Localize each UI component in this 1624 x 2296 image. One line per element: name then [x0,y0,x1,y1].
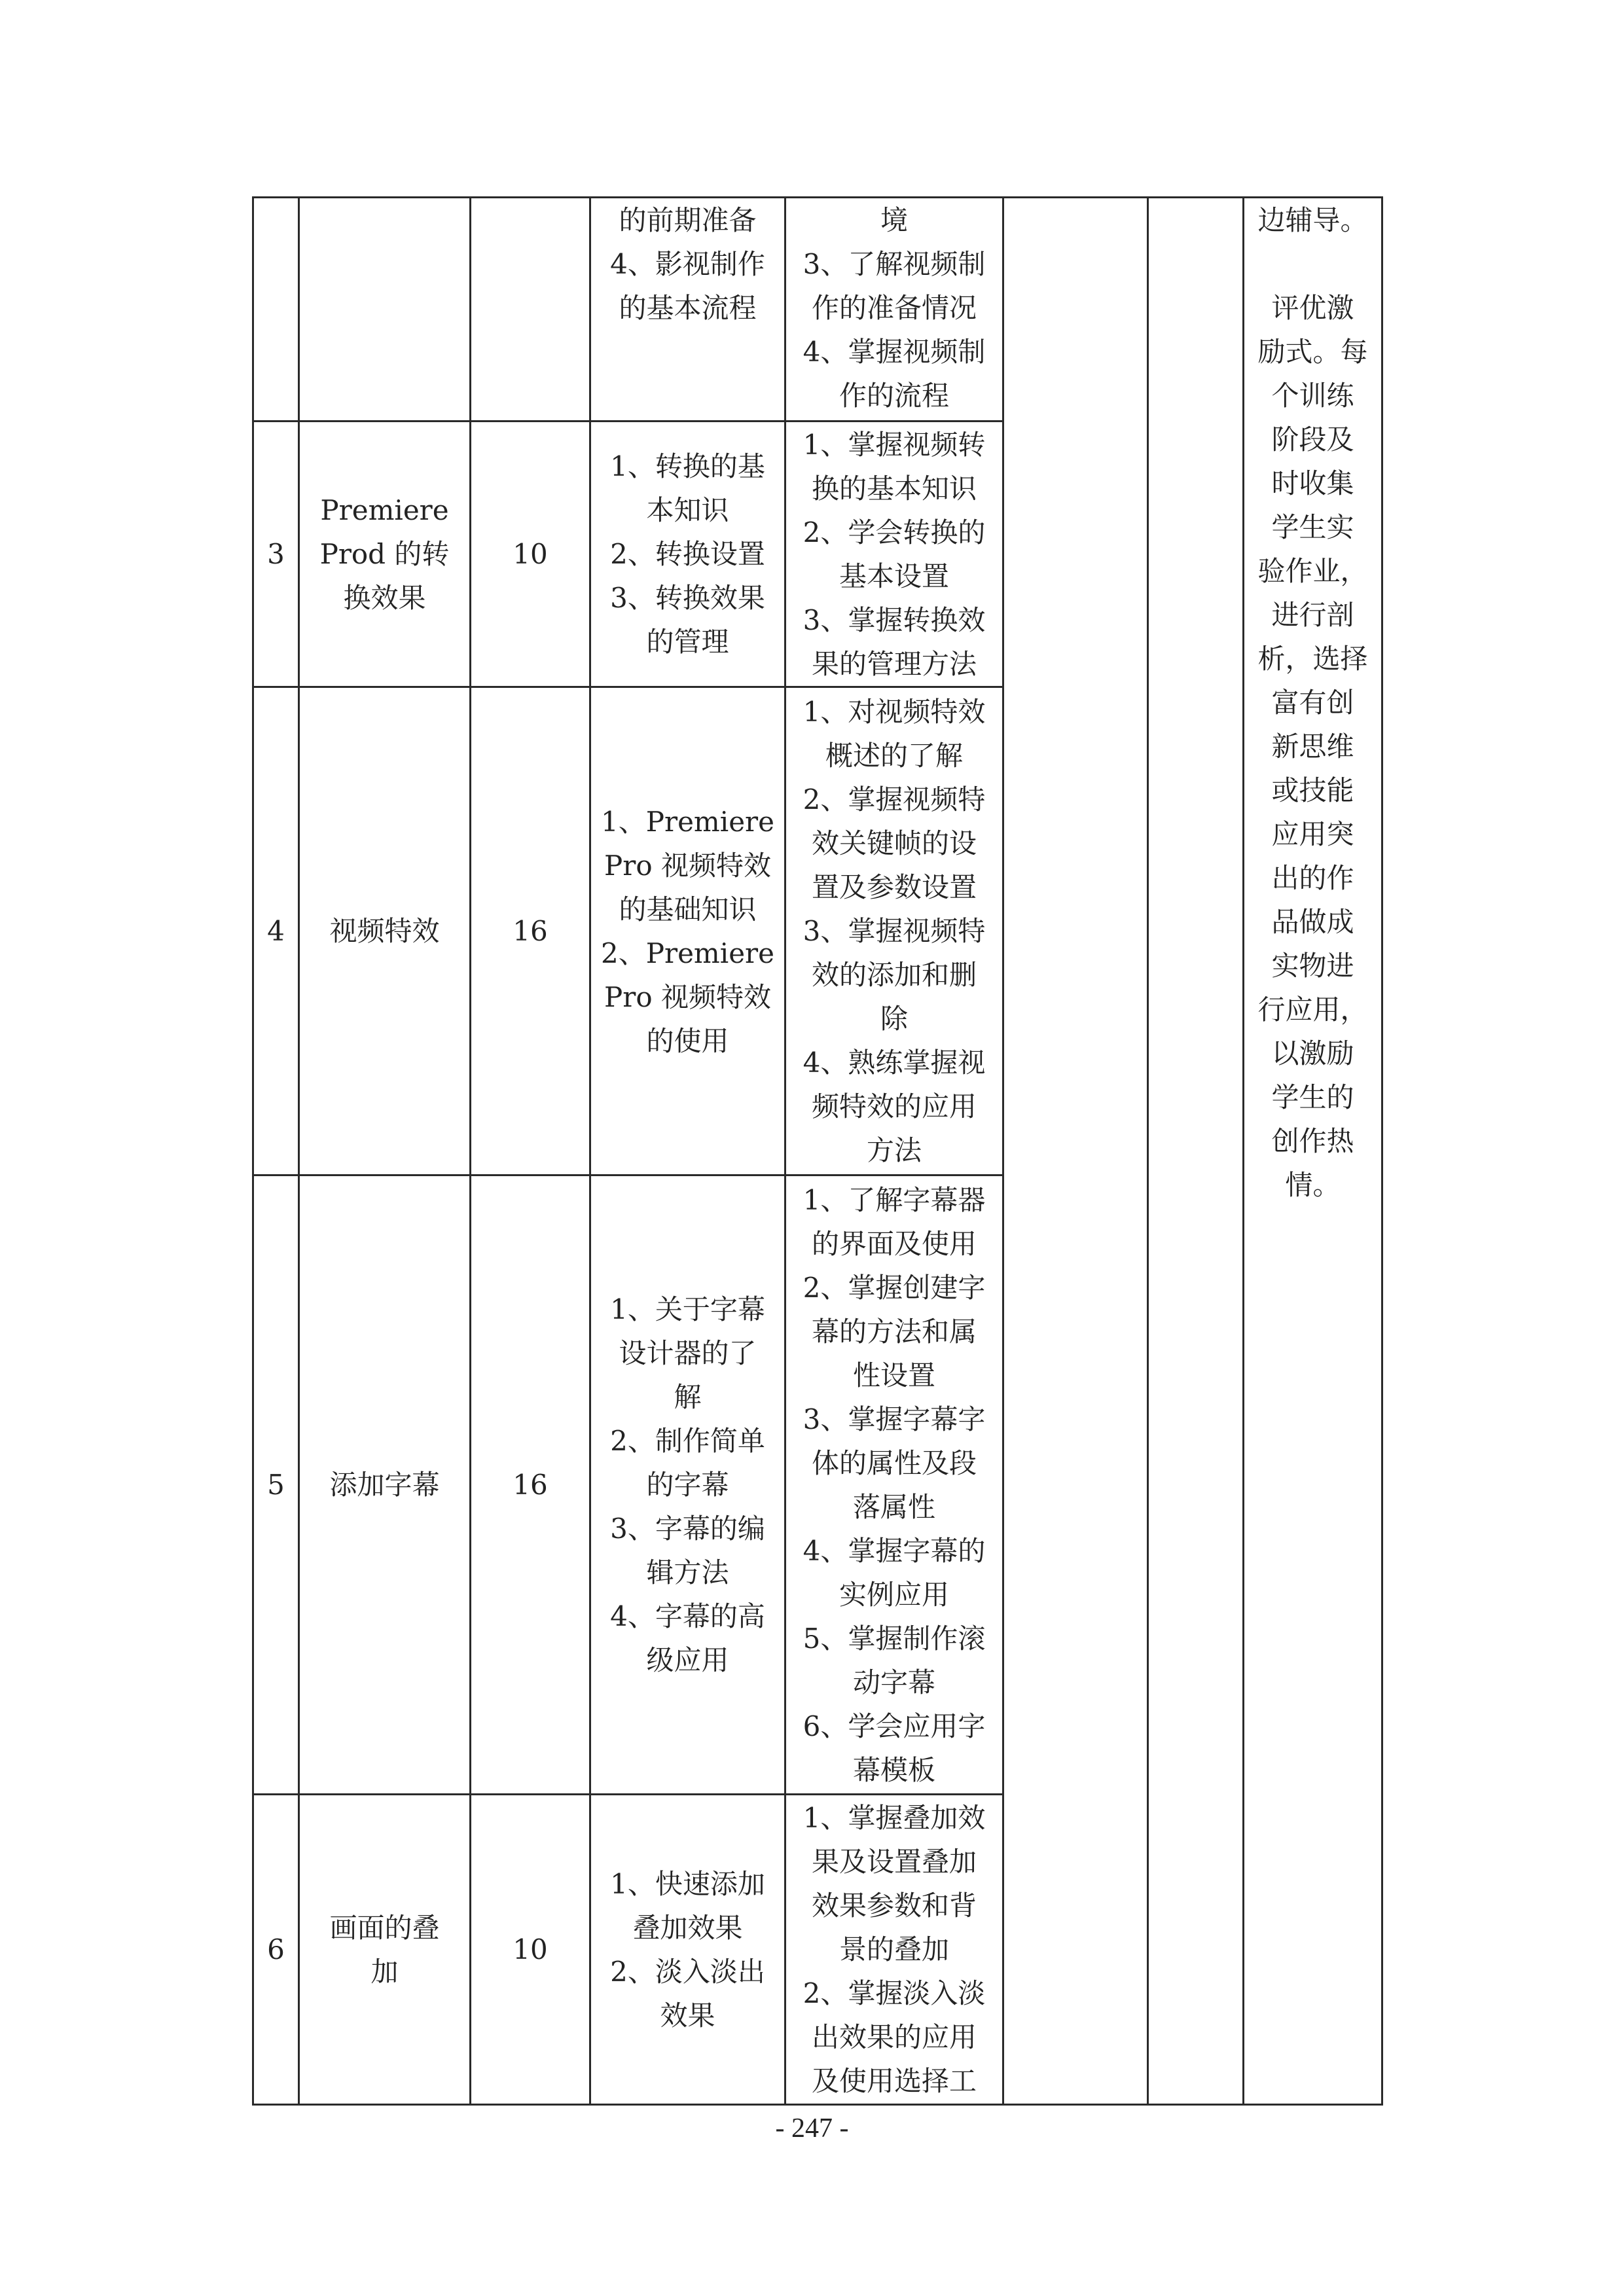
cell-line: 2、掌握淡入淡 [803,1977,986,2009]
method-note-line: 以激励 [1271,1037,1354,1069]
row-number-cell [253,1795,299,2105]
teaching-content-cell [590,687,785,1175]
cell-text: 10 [513,538,548,570]
method-note-line: 富有创 [1271,687,1354,719]
cell-line: 落属性 [852,1490,935,1523]
cell-line: 1、掌握叠加效 [803,1802,986,1834]
method-note-line: 品做成 [1271,906,1354,938]
cell-line: 添加字幕 [329,1469,440,1501]
cell-line: 3、掌握字幕字 [803,1403,986,1435]
cell-text: 16 [513,915,548,947]
cell-line: 1、对视频特效 [803,696,986,728]
cell-line: 2、淡入淡出 [610,1955,765,1988]
cell-line: 的前期准备 [619,204,757,236]
cell-line: 换效果 [343,582,426,614]
teaching-content-cell [590,422,785,687]
cell-line: 4、影视制作 [610,248,765,280]
cell-line: 1、了解字幕器 [803,1183,986,1216]
cell-line: 6、学会应用字 [803,1710,986,1742]
cell-line: 3、转换效果 [610,582,765,614]
cell-text: 5 [267,1469,285,1501]
learning-goals-cell [785,687,1003,1175]
table-row [253,198,1382,422]
cell-line: 换的基本知识 [811,472,977,505]
method-note-line: 实物进 [1271,950,1354,982]
row-number-cell [253,687,299,1175]
cell-line: 概述的了解 [825,740,963,772]
cell-line: 实例应用 [839,1578,949,1611]
cell-line: 叠加效果 [632,1911,743,1944]
cell-line: 的界面及使用 [811,1227,977,1260]
cell-line: 加 [370,1955,399,1988]
cell-line: 1、掌握视频转 [803,428,986,461]
method-note-line: 学生的 [1271,1081,1354,1113]
cell-line: 视频特效 [329,915,440,947]
cell-line: 3、掌握转换效 [803,603,986,636]
method-note-line: 新思维 [1271,730,1354,762]
cell-line: 景的叠加 [839,1933,949,1965]
cell-line: 4、字幕的高 [610,1600,765,1632]
method-note-line: 学生实 [1271,511,1354,543]
method-note-line: 情。 [1285,1169,1341,1201]
cell-text: 10 [513,1933,548,1965]
cell-text: 6 [267,1933,285,1965]
cell-line: 2、掌握视频特 [803,783,986,816]
method-note-line: 阶段及 [1271,423,1354,456]
cell-line: 画面的叠 [329,1911,440,1944]
cell-line: 1、关于字幕 [610,1293,765,1325]
cell-line: 境 [880,204,908,236]
cell-line: 效果 [660,1999,715,2032]
blank-column-cell [1148,198,1244,2105]
cell-line: 辑方法 [646,1556,729,1588]
cell-line: 5、掌握制作滚 [803,1622,986,1655]
cell-line: 置及参数设置 [811,871,977,903]
method-note-line: 行应用， [1257,994,1368,1026]
method-note-line: 或技能 [1271,774,1354,806]
cell-line: 3、了解视频制 [803,248,986,280]
cell-line: 果及设置叠加 [811,1846,977,1878]
hours-cell [471,422,590,687]
method-note-line: 验作业， [1257,555,1368,587]
cell-line: 2、掌握创建字 [803,1271,986,1304]
cell-line: 3、字幕的编 [610,1513,765,1545]
cell-line: 基本设置 [839,560,949,592]
cell-line: 果的管理方法 [811,647,977,680]
cell-line: 作的流程 [839,380,949,412]
syllabus-table [252,196,1383,2106]
cell-line: 体的属性及段 [811,1446,977,1479]
cell-line: 级应用 [646,1644,729,1676]
cell-line: 出效果的应用 [811,2021,977,2053]
learning-goals-cell [785,198,1003,422]
cell-line: 方法 [866,1134,922,1166]
cell-line: Prod 的转 [319,538,450,570]
cell-line: 及使用选择工 [811,2065,977,2097]
method-note-line: 析，选择 [1257,643,1368,675]
cell-line: 效果参数和背 [811,1890,977,1922]
method-note-line: 边辅导。 [1257,204,1368,236]
cell-line: 的管理 [646,626,729,658]
teaching-content-cell [590,1175,785,1795]
method-note-line: 创作热 [1271,1125,1354,1157]
method-note-line [1254,242,1372,286]
cell-line: 动字幕 [852,1666,935,1698]
hours-cell [471,687,590,1175]
learning-goals-cell [785,422,1003,687]
chapter-title-cell [299,1795,471,2105]
cell-line: 作的准备情况 [811,292,977,324]
learning-goals-cell [785,1795,1003,2105]
row-number-cell [253,422,299,687]
hours-cell [471,198,590,422]
method-note-line: 励式。每 [1257,336,1368,368]
cell-line: 4、掌握字幕的 [803,1534,986,1567]
cell-line: 效的添加和删 [811,959,977,991]
cell-line: 2、转换设置 [610,538,765,570]
cell-line: Pro 视频特效 [604,980,771,1013]
cell-line: 4、熟练掌握视 [803,1047,986,1079]
cell-text: 4 [267,915,285,947]
method-note-line: 应用突 [1271,818,1354,850]
cell-line: Pro 视频特效 [604,849,771,882]
cell-line: 除 [880,1003,908,1035]
cell-line: 幕模板 [852,1753,935,1786]
teaching-content-cell [590,1795,785,2105]
method-note-line: 出的作 [1271,862,1354,894]
cell-line: 幕的方法和属 [811,1315,977,1348]
learning-goals-cell [785,1175,1003,1795]
cell-line: 2、学会转换的 [803,516,986,548]
row-number-cell [253,1175,299,1795]
cell-line: 1、快速添加 [610,1867,765,1900]
method-note-line: 个训练 [1271,380,1354,412]
cell-line: 1、转换的基 [610,450,765,482]
chapter-title-cell [299,422,471,687]
method-note-line: 评优激 [1271,292,1354,324]
cell-line: 的字幕 [646,1469,729,1501]
cell-line: 4、掌握视频制 [803,336,986,368]
chapter-title-cell [299,687,471,1175]
cell-line: Premiere [320,494,449,526]
cell-line: 的基础知识 [619,893,757,925]
cell-line: 设计器的了 [619,1337,757,1369]
hours-cell [471,1175,590,1795]
cell-line: 1、Premiere [601,805,774,838]
cell-line: 2、Premiere [601,937,774,969]
method-note-line: 时收集 [1271,467,1354,499]
cell-line: 效关键帧的设 [811,827,977,859]
cell-line: 本知识 [646,494,729,526]
chapter-title-cell [299,1175,471,1795]
teaching-method-cell [1244,198,1382,2105]
cell-line: 3、掌握视频特 [803,915,986,947]
cell-line: 的使用 [646,1024,729,1057]
blank-column-cell [1003,198,1148,2105]
cell-line: 的基本流程 [619,292,757,324]
cell-text: 3 [267,538,285,570]
hours-cell [471,1795,590,2105]
teaching-content-cell [590,198,785,422]
page-number: - 247 - [775,2113,849,2144]
cell-line: 频特效的应用 [811,1090,977,1122]
method-note-line: 进行剖 [1271,599,1354,631]
cell-line: 2、制作简单 [610,1425,765,1457]
cell-line: 性设置 [852,1359,935,1391]
chapter-title-cell [299,198,471,422]
row-number-cell [253,198,299,422]
cell-line: 解 [674,1381,702,1413]
cell-text: 16 [513,1469,548,1501]
